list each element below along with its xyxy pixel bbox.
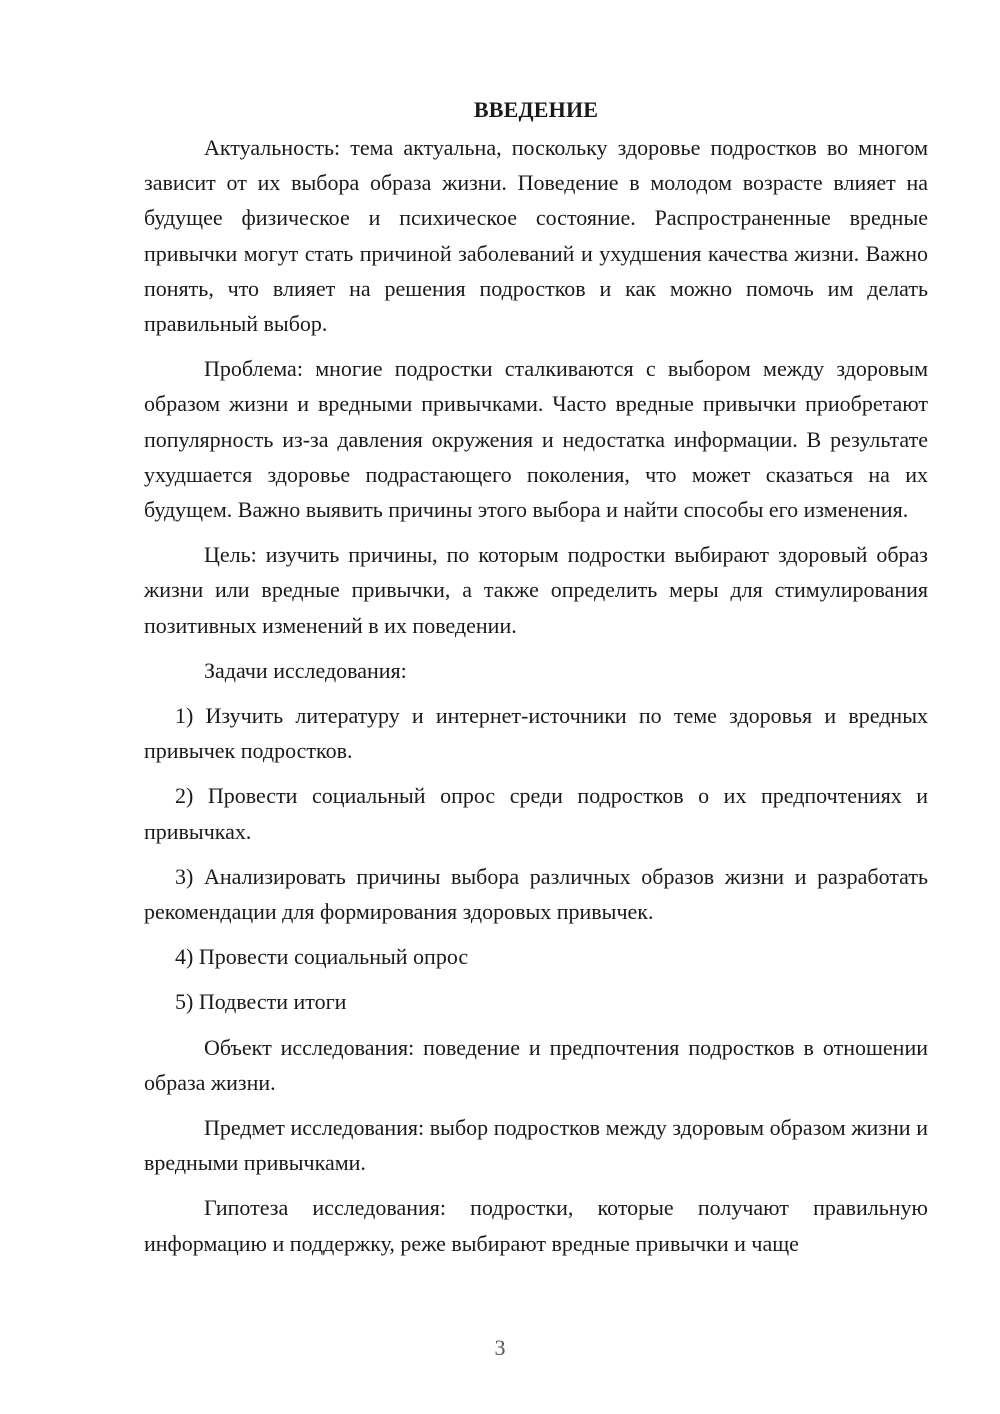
page-number: 3 <box>494 1335 506 1360</box>
tasks-heading: Задачи исследования: <box>204 657 407 683</box>
task-item-1: 1) Изучить литературу и интернет-источники по теме здоровья и вредных привычек подростков. <box>144 703 928 764</box>
paragraph-object: Объект исследования: поведение и предпочтения подростков в отношении образа жизни. <box>144 1034 928 1095</box>
task-item-4: 4) Провести социальный опрос <box>175 944 469 970</box>
task-item-3: 3) Анализировать причины выбора различных образов жизни и разработать рекомендации для формирования здоровых привычек. <box>144 863 928 925</box>
task-item-2: 2) Провести социальный опрос среди подростков о их предпочтениях и привычках. <box>144 783 928 844</box>
paragraph-goal: Цель: изучить причины, по которым подростки выбирают здоровый образ жизни или вредные привычки, а также определить меры для стимулирования позитивных изменений в их поведении. <box>144 542 928 638</box>
page-content <box>144 92 928 1271</box>
section-title: ВВЕДЕНИЕ <box>473 97 599 122</box>
paragraph-hypothesis: Гипотеза исследования: подростки, которые получают правильную информацию и поддержку, реже выбирают вредные привычки и чаще <box>144 1195 928 1256</box>
paragraph-problem: Проблема: многие подростки сталкиваются с выбором между здоровым образом жизни и вредными привычками. Часто вредные привычки приобретают популярность из-за давления окружения и недостатка информации. В результате ухудшается здоровье подрастающего поколения, что может сказаться на их будущем. Важно выявить причины этого выбора и найти способы его изменения. <box>144 356 928 523</box>
paragraph-subject: Предмет исследования: выбор подростков между здоровым образом жизни и вредными привычками. <box>144 1115 928 1176</box>
task-item-5: 5) Подвести итоги <box>175 989 347 1015</box>
paragraph-relevance: Актуальность: тема актуальна, поскольку здоровье подростков во многом зависит от их выбора образа жизни. Поведение в молодом возрасте влияет на будущее физическое и психическое состояние. Распространенные вредные привычки могут стать причиной заболеваний и ухудшения качества жизни. Важно понять, что влияет на решения подростков и как можно помочь им делать правильный выбор. <box>144 135 928 337</box>
